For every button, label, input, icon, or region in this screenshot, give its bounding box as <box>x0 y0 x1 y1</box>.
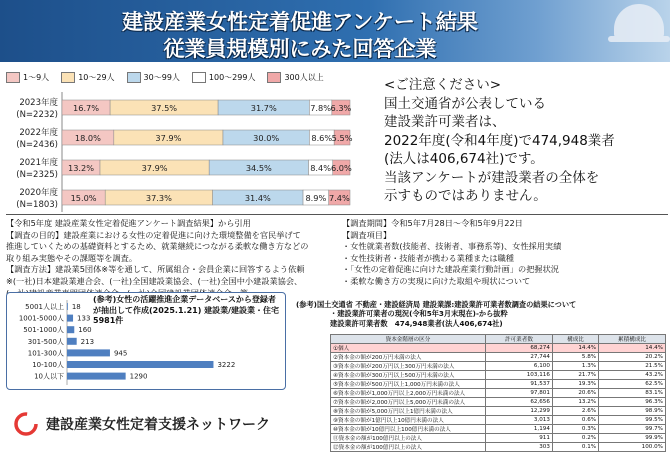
reference-bar-chart-box <box>6 292 286 390</box>
chart-legend <box>6 70 324 84</box>
data-label: 18.0% <box>74 133 101 143</box>
table-cell: 62,656 <box>486 398 553 407</box>
table-cell: ③資本金の額が200万円以上300万円未満の法人 <box>331 362 486 371</box>
table-cell: 19.3% <box>552 380 598 389</box>
table-cell: 21.5% <box>599 362 666 371</box>
survey-details <box>342 218 668 288</box>
table-cell: ⑧資本金の額が5,000万円以上1億円未満の法人 <box>331 407 486 416</box>
legend-swatch <box>267 72 281 83</box>
category-label: 10人以下 <box>34 372 64 381</box>
legend-swatch <box>6 72 20 83</box>
table-cell: 1.3% <box>552 362 598 371</box>
legend-item <box>6 70 49 84</box>
organization-name: 建設産業女性定着支援ネットワーク <box>46 417 270 433</box>
table-cell: 97,801 <box>486 389 553 398</box>
table-cell: ⑩資本金の額が10億円以上100億円未満の法人 <box>331 425 486 434</box>
title-line-1: 建設産業女性定着促進アンケート結果 <box>122 10 478 34</box>
table-row <box>331 362 666 371</box>
table-cell: 1,194 <box>486 425 553 434</box>
data-label: 31.4% <box>244 193 271 203</box>
column-header: 許可業者数 <box>486 335 553 344</box>
legend-swatch <box>127 72 141 83</box>
reference-line: 【調査の目的】建設産業における女性の定着促進に向けた環境整備を官民挙げて <box>6 229 301 240</box>
category-label: (N=2325) <box>16 170 58 180</box>
data-label: 16.7% <box>73 103 100 113</box>
data-label: 7.8% <box>310 103 332 113</box>
data-label: 31.7% <box>250 103 277 113</box>
data-label: 37.9% <box>141 163 168 173</box>
reference-line: 推進していくための基礎資料とするため、就業継続につながる柔軟な働き方などの <box>6 241 309 252</box>
table-row <box>331 398 666 407</box>
table-cell: 911 <box>486 434 553 443</box>
reference-chart-title: (参考)女性の活躍推進企業データベースから登録者が抽出して作成(2025.1.21) 建設業/建設業・住宅 5981件 <box>93 295 288 325</box>
table-cell: 98.9% <box>599 407 666 416</box>
table-row <box>331 344 666 353</box>
data-label: 5.5% <box>331 133 353 143</box>
table-row <box>331 389 666 398</box>
category-label: 2023年度 <box>19 98 58 108</box>
table-row <box>331 434 666 443</box>
data-label: 34.5% <box>245 163 272 173</box>
data-label: 8.6% <box>311 133 333 143</box>
survey-item: ・「女性の定着促進に向けた建設産業行動計画」の把握状況 <box>342 264 559 275</box>
notice-line: 当該アンケートが建設業者の全体を <box>384 169 600 186</box>
table-heading-line: 建設業許可業者数 474,948業者(法人406,674社) <box>330 318 503 328</box>
data-label: 160 <box>78 326 92 335</box>
table-header-row <box>331 335 666 344</box>
category-label: 101-300人 <box>27 349 64 358</box>
table-cell: 6,100 <box>486 362 553 371</box>
table-cell: 20.6% <box>552 389 598 398</box>
data-label: 8.9% <box>305 193 327 203</box>
table-cell: ⑫資本金の額が100億円以上の法人 <box>331 443 486 452</box>
data-label: 37.9% <box>155 133 182 143</box>
bar <box>67 315 73 322</box>
data-label: 13.2% <box>68 163 95 173</box>
reference-text <box>6 218 336 299</box>
category-label: 2021年度 <box>19 158 58 168</box>
data-label: 3222 <box>217 361 236 369</box>
table-cell: 21.7% <box>552 371 598 380</box>
category-label: (N=1803) <box>16 200 58 210</box>
bar <box>67 361 213 368</box>
legend-item <box>127 70 180 84</box>
data-label: 15.0% <box>70 193 97 203</box>
table-cell: ⑤資本金の額が500万円以上1,000万円未満の法人 <box>331 380 486 389</box>
table-cell: 96.3% <box>599 398 666 407</box>
table-row <box>331 371 666 380</box>
network-logo-icon <box>14 412 38 436</box>
column-header: 累積構成比 <box>599 335 666 344</box>
survey-items-heading: 【調査項目】 <box>342 229 392 240</box>
table-cell: ⑥資本金の額が1,000万円以上2,000万円未満の法人 <box>331 389 486 398</box>
table-heading <box>296 300 670 328</box>
table-cell: 91,537 <box>486 380 553 389</box>
data-label: 30.0% <box>253 133 280 143</box>
notice-box <box>384 76 666 206</box>
table-cell: 14.4% <box>552 344 598 353</box>
survey-item: ・女性就業者数(技能者、技術者、事務系等)、女性採用実績 <box>342 241 562 252</box>
category-label: 2020年度 <box>19 188 58 198</box>
survey-item: ・女性技術者・技能者が携わる業種または職種 <box>342 252 514 263</box>
category-label: 10-100人 <box>32 361 64 369</box>
reference-line: 【令和5年度 建設産業女性定着促進アンケート調査結果】から引用 <box>6 218 251 228</box>
table-row <box>331 443 666 452</box>
legend-label: 10～29人 <box>78 72 115 82</box>
data-label: 1290 <box>129 372 148 381</box>
legend-label: 100～299人 <box>208 72 256 82</box>
notice-line: (法人は406,674社)です。 <box>384 151 544 167</box>
bar <box>67 303 68 310</box>
bar <box>67 326 74 333</box>
company-size-stacked-bar-chart <box>4 90 374 215</box>
table-row <box>331 353 666 362</box>
table-cell: 3,013 <box>486 416 553 425</box>
category-label: 5001人以上 <box>25 303 64 311</box>
table-cell: ⑦資本金の額が2,000万円以上5,000万円未満の法人 <box>331 398 486 407</box>
legend-label: 1～9人 <box>23 72 50 82</box>
title-banner <box>0 0 670 62</box>
legend-label: 300人以上 <box>284 72 324 82</box>
table-cell: ⑨資本金の額が1億円以上10億円未満の法人 <box>331 416 486 425</box>
table-cell: 27,744 <box>486 353 553 362</box>
table-cell: 83.1% <box>599 389 666 398</box>
column-header: 構成比 <box>552 335 598 344</box>
data-label: 37.3% <box>145 193 172 203</box>
table-cell: 303 <box>486 443 553 452</box>
category-label: 501-1000人 <box>23 326 64 335</box>
data-label: 8.4% <box>310 163 332 173</box>
legend-item <box>192 70 256 84</box>
legend-label: 30～99人 <box>143 72 180 82</box>
table-cell: ⑪資本金の額が100億円以上の法人 <box>331 434 486 443</box>
table-cell: 0.1% <box>552 443 598 452</box>
bar <box>67 373 126 380</box>
category-label: 1001-5000人 <box>18 314 64 323</box>
survey-period: 【調査期間】令和5年7月28日～令和5年9月22日 <box>342 218 523 228</box>
table-cell: 0.2% <box>552 434 598 443</box>
section-divider <box>6 214 668 215</box>
survey-item: ・柔軟な働き方の実現に向けた取組や現状について <box>342 275 531 286</box>
table-row <box>331 416 666 425</box>
table-heading-line: ・建設業許可業者の現況(令和5年3月末現在)-から抜粋 <box>330 309 508 319</box>
data-label: 7.4% <box>328 193 350 203</box>
table-cell: 2.6% <box>552 407 598 416</box>
table-cell: 14.4% <box>599 344 666 353</box>
table-cell: 0.6% <box>552 416 598 425</box>
table-row <box>331 407 666 416</box>
legend-swatch <box>61 72 75 83</box>
table-cell: 12,299 <box>486 407 553 416</box>
data-label: 6.0% <box>330 163 352 173</box>
bar <box>67 338 77 345</box>
table-cell: 0.3% <box>552 425 598 434</box>
notice-line: 示すものではありません。 <box>384 188 547 204</box>
table-cell: 103,116 <box>486 371 553 380</box>
notice-line: 2022年度(令和4年度)で474,948業者 <box>384 132 615 149</box>
table-cell: ①個人 <box>331 344 486 353</box>
table-cell: ②資本金の額が200万円未満の法人 <box>331 353 486 362</box>
data-label: 213 <box>80 337 95 346</box>
table-cell: 68,274 <box>486 344 553 353</box>
reference-line: 【調査方法】建設業5団体※等を通して、所属組合・会員企業に回答するよう依頼 <box>6 264 305 275</box>
table-cell: 99.5% <box>599 416 666 425</box>
table-cell: 99.7% <box>599 425 666 434</box>
data-label: 37.5% <box>151 103 178 113</box>
capital-class-table <box>330 334 666 452</box>
helmet-icon <box>614 4 664 38</box>
category-label: (N=2436) <box>16 140 58 150</box>
reference-line: ※(一社)日本建設業連合会、(一社)全国建設業協会、(一社)全国中小建設業協会、 <box>6 275 303 286</box>
table-cell: 20.2% <box>599 353 666 362</box>
table-cell: 62.5% <box>599 380 666 389</box>
data-label: 6.3% <box>330 103 352 113</box>
data-label: 133 <box>77 314 91 323</box>
table-cell: 99.9% <box>599 434 666 443</box>
table-cell: ④資本金の額が300万円以上500万円未満の法人 <box>331 371 486 380</box>
title-line-2: 従業員規模別にみた回答企業 <box>163 37 437 61</box>
table-cell: 100.0% <box>599 443 666 452</box>
data-label: 18 <box>71 303 81 311</box>
category-label: 301-500人 <box>27 337 64 346</box>
data-label: 945 <box>113 349 128 358</box>
table-row <box>331 425 666 434</box>
table-row <box>331 380 666 389</box>
notice-heading: <ご注意ください> <box>384 77 502 93</box>
category-label: 2022年度 <box>19 128 58 138</box>
legend-swatch <box>192 72 206 83</box>
table-heading-line: (参考)国土交通省 不動産・建設経済局 建設業課:建設業許可業者数調査の結果について <box>296 300 577 309</box>
bar <box>67 349 110 356</box>
notice-line: 国土交通省が公表している <box>384 95 546 112</box>
reference-line: 取り組み実態やその課題等を調査。 <box>6 252 138 263</box>
table-cell: 5.8% <box>552 353 598 362</box>
legend-item <box>267 70 323 84</box>
table-cell: 43.2% <box>599 371 666 380</box>
notice-line: 建設業許可業者は、 <box>384 114 506 130</box>
legend-item <box>61 70 114 84</box>
category-label: (N=2232) <box>16 110 58 120</box>
column-header: 資本金階層の区分 <box>331 335 486 344</box>
table-cell: 13.2% <box>552 398 598 407</box>
